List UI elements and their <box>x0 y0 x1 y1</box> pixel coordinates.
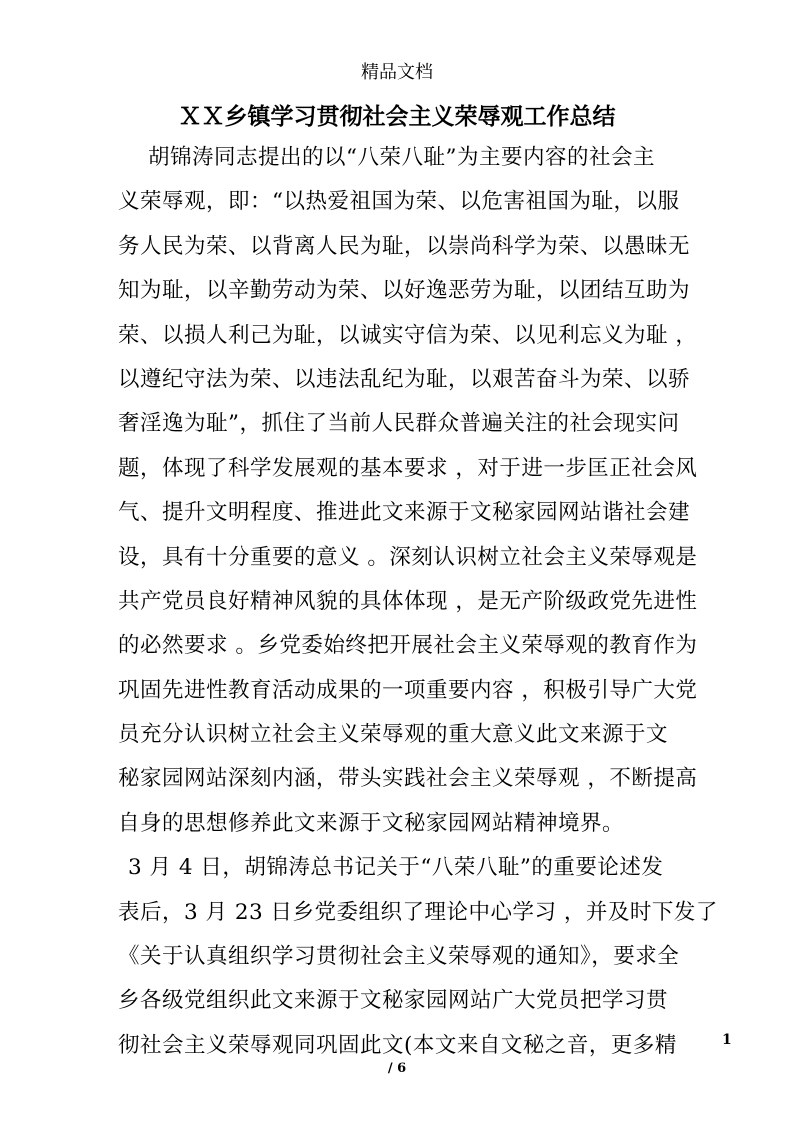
document-title: ＸＸ乡镇学习贯彻社会主义荣辱观工作总结 <box>178 103 616 130</box>
paragraph-line: 以遵纪守法为荣、以违法乱纪为耻，以艰苦奋斗为荣、以骄 <box>118 366 691 392</box>
paragraph-line: 共产党员良好精神风貌的具体体现 ，是无产阶级政党先进性 <box>118 588 698 614</box>
header-label: 精品文档 <box>361 62 433 83</box>
paragraph-line: 胡锦涛同志提出的以“八荣八耻”为主要内容的社会主 <box>148 145 655 170</box>
paragraph-line: 的必然要求 。乡党委始终把开展社会主义荣辱观的教育作为 <box>118 633 698 659</box>
paragraph-line: 彻社会主义荣辱观同巩固此文(本文来自文秘之音，更多精 <box>118 1032 677 1058</box>
paragraph-line: 乡各级党组织此文来源于文秘家园网站广大党员把学习贯 <box>118 988 669 1014</box>
page-total: / 6 <box>387 1061 407 1076</box>
paragraph-line: 自身的思想修养此文来源于文秘家园网站精神境界。 <box>118 810 625 836</box>
paragraph-line: 荣、以损人利己为耻，以诚实守信为荣、以见利忘义为耻 ， <box>118 322 698 348</box>
paragraph-line: 表后，3 月 23 日乡党委组织了理论中心学习 ，并及时下发了 <box>118 899 718 925</box>
page-number: 1 <box>722 1032 732 1048</box>
paragraph-line: 秘家园网站深刻内涵，带头实践社会主义荣辱观 ，不断提高 <box>118 766 698 792</box>
paragraph-line: 务人民为荣、以背离人民为耻，以崇尚科学为荣、以愚昧无 <box>118 233 691 259</box>
paragraph-line: 义荣辱观，即：“以热爱祖国为荣、以危害祖国为耻，以服 <box>118 189 680 215</box>
paragraph-line: 设，具有十分重要的意义 。深刻认识树立社会主义荣辱观是 <box>118 544 698 570</box>
paragraph-line: 3 月 4 日，胡锦涛总书记关于“八荣八耻”的重要论述发 <box>128 855 664 881</box>
document-body <box>118 136 718 1068</box>
paragraph-line: 奢淫逸为耻”，抓住了当前人民群众普遍关注的社会现实问 <box>118 411 680 437</box>
paragraph-line: 题，体现了科学发展观的基本要求 ，对于进一步匡正社会风 <box>118 455 698 481</box>
paragraph-line: 员充分认识树立社会主义荣辱观的重大意义此文来源于文 <box>118 722 669 748</box>
paragraph-line: 气、提升文明程度、推进此文来源于文秘家园网站谐社会建 <box>118 500 691 526</box>
paragraph-line: 知为耻，以辛勤劳动为荣、以好逸恶劳为耻，以团结互助为 <box>118 278 691 304</box>
paragraph-line: 《关于认真组织学习贯彻社会主义荣辱观的通知》，要求全 <box>118 944 680 970</box>
paragraph-line: 巩固先进性教育活动成果的一项重要内容 ，积极引导广大党 <box>118 677 698 703</box>
